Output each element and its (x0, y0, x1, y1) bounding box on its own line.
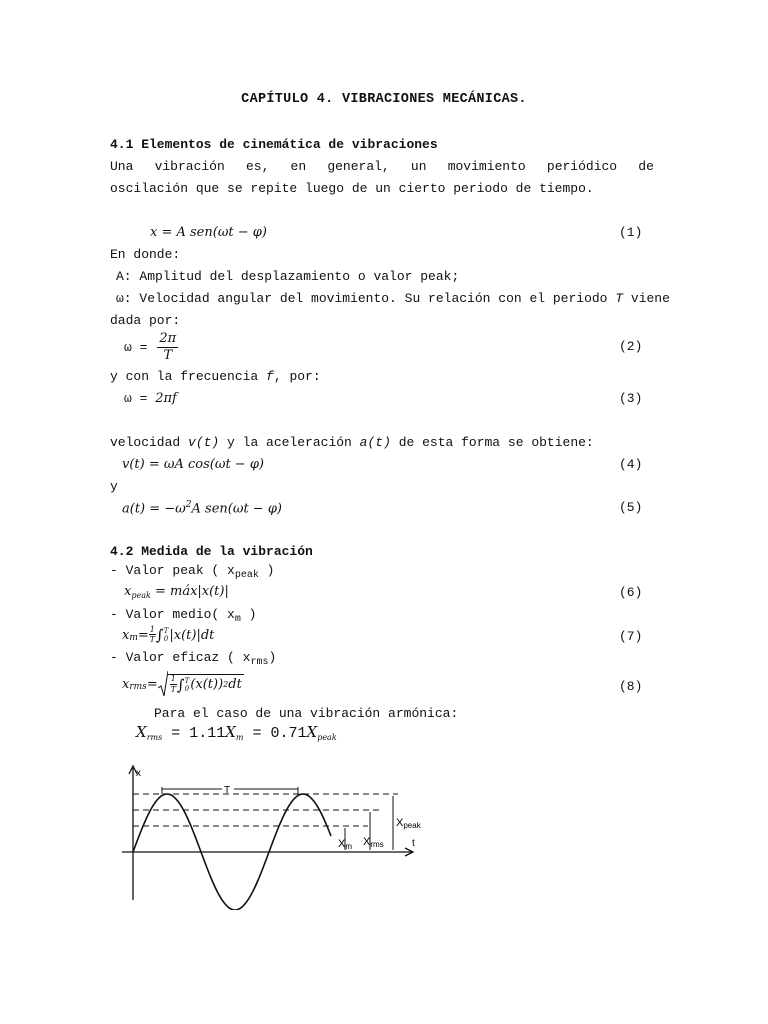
paragraph-line-2: oscilación que se repite luego de un cierto periodo de tiempo. (110, 181, 594, 196)
equation-2-fraction: $\frac{2\pi}{T}$ (159, 331, 177, 363)
equation-1-number: (1) (619, 225, 643, 240)
valor-medio-label: - Valor medio( $x_m$ ) (110, 607, 257, 625)
equation-2-number: (2) (619, 339, 643, 354)
equation-8: x rms = $\frac{1}{T}$ ∫ T 0 (x(t)) 2 dt (122, 670, 244, 698)
en-donde-label: En donde: (110, 247, 181, 262)
equation-3: ω = 2πf (124, 391, 177, 406)
figure-xpeak-label: Xpeak (396, 817, 421, 830)
page-title: CAPÍTULO 4. VIBRACIONES MECÁNICAS. (241, 92, 527, 107)
paragraph-word: periódico (546, 159, 618, 174)
valor-peak-label: - Valor peak ( $x_{peak}$ ) (110, 563, 275, 581)
equation-5-number: (5) (619, 500, 643, 515)
figure-period-label: T (224, 785, 231, 796)
rms-relation: $X_{rms} = 1.11X_m = 0.71X_{peak}$ (136, 723, 337, 742)
figure-xrms-label: Xrms (363, 836, 384, 849)
equation-6-number: (6) (619, 585, 643, 600)
paragraph-word: vibración (154, 159, 225, 174)
paragraph-word: de (638, 159, 654, 174)
frequency-line: y con la frecuencia f, por: (110, 369, 321, 384)
equation-4: v(t) = ωA cos(ωt − φ) (122, 457, 264, 472)
sqrt-radical-icon (158, 670, 168, 698)
equation-6: $x_{peak}$ = máx|x(t)| (124, 584, 229, 600)
equation-2-lhs: ω = (124, 339, 148, 355)
definition-a: A: Amplitud del desplazamiento o valor peak; (116, 269, 460, 284)
equation-5: $a(t) = -\omega^2A$ sen(ωt − φ) (122, 500, 283, 517)
harmonic-vibration-figure (100, 760, 430, 910)
armonica-line: Para el caso de una vibración armónica: (154, 706, 459, 721)
paragraph-word: general, (327, 159, 390, 174)
equation-7-number: (7) (619, 629, 643, 644)
definition-omega: ω: Velocidad angular del movimiento. Su relación con el periodo T viene (116, 291, 670, 306)
figure-axis-x-label: x (136, 768, 141, 779)
equation-8-number: (8) (619, 679, 643, 694)
dada-por-label: dada por: (110, 313, 181, 328)
paragraph-word: en (290, 159, 307, 174)
equation-7: x m = $\frac{1}{T}$ ∫ T 0 |x(t)|dt (122, 625, 215, 645)
velocity-line: velocidad v(t) y la aceleración a(t) de esta forma se obtiene: (110, 435, 594, 450)
y-connector: y (110, 479, 118, 494)
equation-1: x = A sen(ωt − φ) (150, 225, 267, 240)
equation-3-number: (3) (619, 391, 643, 406)
equation-4-number: (4) (619, 457, 643, 472)
section-heading-4-1: 4.1 Elementos de cinemática de vibraciones (110, 137, 438, 152)
valor-eficaz-label: - Valor eficaz ( $x_{rms}$) (110, 650, 277, 668)
paragraph-line-1 (110, 159, 654, 174)
figure-xm-label: Xm (338, 838, 353, 851)
paragraph-word: es, (245, 159, 270, 174)
paragraph-word: un (410, 159, 427, 174)
paragraph-word: Una (110, 159, 134, 174)
section-heading-4-2: 4.2 Medida de la vibración (110, 544, 313, 559)
equation-2 (124, 332, 178, 362)
figure-axis-t-label: t (412, 838, 415, 849)
paragraph-word: movimiento (447, 159, 526, 174)
